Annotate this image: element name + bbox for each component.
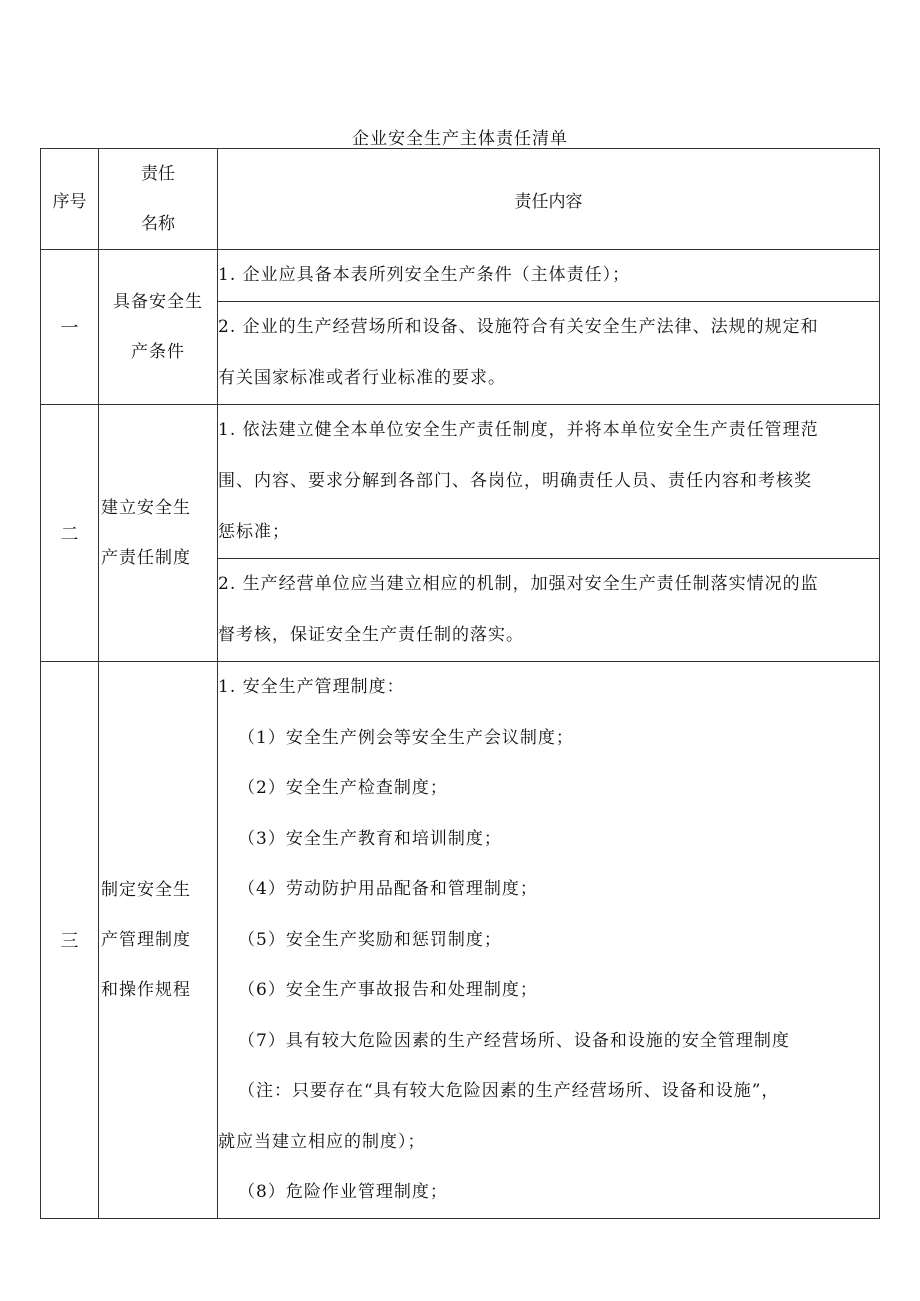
row-2-item-1 (218, 405, 880, 559)
row-2-item-1-line-3: 惩标准； (218, 522, 290, 542)
table-row-3 (41, 662, 880, 1219)
row-3-name-line3: 和操作规程 (101, 979, 191, 1000)
header-name-line1: 责任 (141, 164, 175, 184)
row-2-seq: 二 (41, 405, 99, 662)
row-1-name (99, 250, 218, 405)
row-1-item-2 (218, 302, 880, 405)
row-2-item-2-line-1: 2. 生产经营单位应当建立相应的机制，加强对安全生产责任制落实情况的监 (218, 574, 819, 594)
page-title: 企业安全生产主体责任清单 (352, 129, 568, 149)
table-row-1 (41, 250, 880, 302)
row-3-name-line2: 产管理制度 (101, 929, 191, 950)
row-3-seq: 三 (41, 662, 99, 1219)
row-3-line-11: （8）危险作业管理制度； (238, 1182, 448, 1202)
row-2-name-line2: 产责任制度 (101, 548, 191, 568)
header-name-line2: 名称 (141, 214, 175, 234)
row-3-name-line1: 制定安全生 (101, 879, 191, 900)
row-3-line-2: （1）安全生产例会等安全生产会议制度； (238, 727, 574, 748)
row-1-item-2-line-1: 2. 企业的生产经营场所和设备、设施符合有关安全生产法律、法规的规定和 (218, 317, 819, 337)
row-2-item-2-line-2: 督考核，保证安全生产责任制的落实。 (218, 625, 524, 645)
row-1-item-1 (218, 250, 880, 302)
row-3-line-1: 1. 安全生产管理制度： (218, 677, 405, 697)
row-3-line-10: 就应当建立相应的制度）； (218, 1131, 426, 1152)
row-1-name-line1: 具备安全生 (113, 292, 203, 312)
table-row-2 (41, 405, 880, 559)
row-3-line-4: （3）安全生产教育和培训制度； (238, 828, 502, 849)
row-1-name-line2: 产条件 (131, 342, 185, 362)
row-3-line-3: （2）安全生产检查制度； (238, 778, 448, 798)
row-3-name (99, 662, 218, 1219)
row-3-line-6: （5）安全生产奖励和惩罚制度； (238, 929, 502, 950)
row-3-line-8: （7）具有较大危险因素的生产经营场所、设备和设施的安全管理制度 (238, 1030, 790, 1051)
row-2-name-line1: 建立安全生 (101, 498, 191, 518)
row-1-seq: 一 (41, 250, 99, 405)
responsibility-table (40, 148, 880, 1219)
row-2-item-2 (218, 559, 880, 662)
table-header-row (41, 149, 880, 250)
row-2-name (99, 405, 218, 662)
header-content: 责任内容 (218, 149, 880, 250)
row-1-item-1-line-1: 1. 企业应具备本表所列安全生产条件（主体责任）； (218, 265, 631, 285)
row-1-item-2-line-2: 有关国家标准或者行业标准的要求。 (218, 368, 506, 388)
row-3-line-9: （注：只要存在“具有较大危险因素的生产经营场所、设备和设施”， (238, 1081, 780, 1101)
header-name (99, 149, 218, 250)
row-2-item-1-line-2: 围、内容、要求分解到各部门、各岗位，明确责任人员、责任内容和考核奖 (218, 471, 812, 491)
row-3-content (218, 662, 880, 1219)
row-2-item-1-line-1: 1. 依法建立健全本单位安全生产责任制度，并将本单位安全生产责任管理范 (218, 420, 819, 440)
row-3-line-5: （4）劳动防护用品配备和管理制度； (238, 879, 538, 899)
header-seq: 序号 (41, 149, 99, 250)
row-3-line-7: （6）安全生产事故报告和处理制度； (238, 980, 538, 1000)
